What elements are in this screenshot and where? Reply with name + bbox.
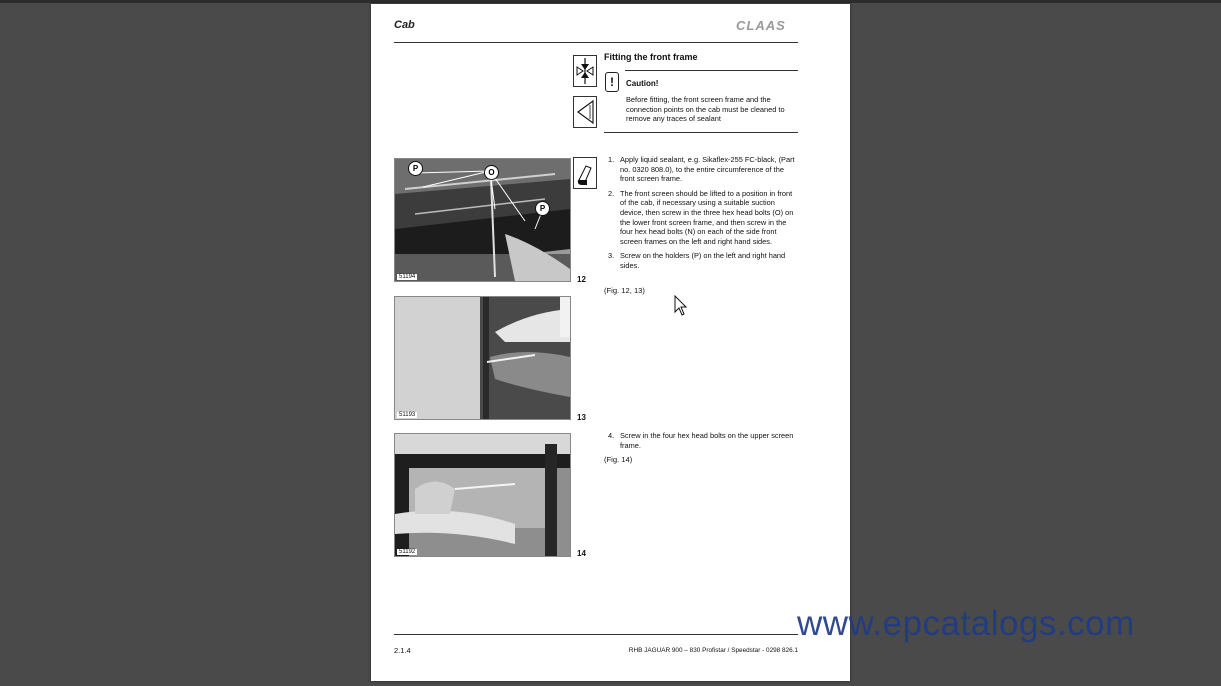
step-item: 3. Screw on the holders (P) on the left and right hand sides. [608, 251, 786, 270]
sealant-nozzle-icon [573, 96, 597, 128]
caution-text: Before fitting, the front screen frame and the connection points on the cab must be cleaned to remove any traces of sealant [626, 95, 785, 124]
callout-p-right: P [535, 201, 550, 216]
figure-number-12: 12 [577, 275, 586, 284]
footer-rule [394, 634, 798, 635]
footer-document-id: RHB JAGUAR 900 – 830 Profistar / Speedstar - 0298 826.1 [628, 647, 798, 654]
header-rule [394, 42, 798, 43]
figure-reference-1: (Fig. 12, 13) [604, 286, 645, 295]
figure-number-14: 14 [577, 549, 586, 558]
callout-o: O [484, 165, 499, 180]
section-rule-top [625, 70, 798, 71]
figure-photo-12 [394, 158, 571, 282]
step-list-1 [604, 155, 800, 276]
assembly-arrows-icon [573, 55, 597, 87]
viewer-top-bar [0, 0, 1221, 3]
document-page [371, 4, 850, 681]
step-list-2 [604, 431, 800, 455]
caution-rule-bottom [604, 132, 798, 133]
figure-number-13: 13 [577, 413, 586, 422]
caution-title: Caution! [626, 79, 659, 88]
section-title: Fitting the front frame [604, 52, 698, 62]
figure-id: 51193 [399, 412, 416, 418]
figure-photo-13 [394, 296, 571, 420]
mouse-cursor-icon [674, 295, 688, 322]
step-item: 4. Screw in the four hex head bolts on the upper screen frame. [608, 431, 794, 450]
figure-id: 51192 [399, 549, 416, 555]
figure-id: 51194 [399, 274, 416, 280]
step-item: 2. The front screen should be lifted to a position in front of the cab, if necessary using a suitable suction device, then screw in the three hex head bolts (O) on the lower front screen frame, and then screw in the four hex head bolts (N) on each of the side front screen frames on the left and right hand sides. [608, 188, 794, 246]
callout-p-left: P [408, 161, 423, 176]
figure-reference-2: (Fig. 14) [604, 455, 633, 464]
sealant-gun-icon [573, 157, 597, 189]
claas-logo: CLAAS [736, 18, 786, 33]
header-title: Cab [394, 19, 415, 31]
step-item: 1. Apply liquid sealant, e.g. Sikaflex-255 FC-black, (Part no. 0320 808.0), to the entire circumference of the front screen frame. [608, 155, 795, 184]
figure-photo-14 [394, 433, 571, 557]
watermark-text: www.epcatalogs.com [797, 604, 1135, 643]
caution-exclamation-icon: ! [605, 72, 619, 92]
footer-page-number: 2.1.4 [394, 646, 411, 655]
